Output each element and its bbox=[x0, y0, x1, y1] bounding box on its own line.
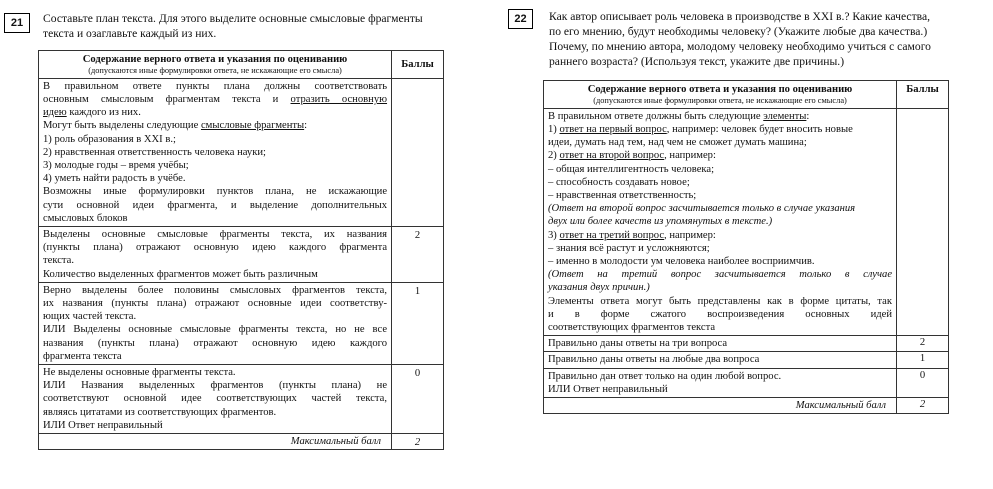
criterion-score: 0 bbox=[897, 368, 949, 397]
max-score-row bbox=[544, 397, 949, 413]
answer-content bbox=[544, 108, 897, 335]
content-header-title: Содержание верного ответа и указания по оцениванию bbox=[82, 54, 348, 65]
text-line: Количество выделенных фрагментов может быть различным bbox=[43, 268, 318, 280]
text-line: ющих частей текста. bbox=[43, 311, 137, 323]
text-line: названия (пункты плана) отражают основную идею каждого bbox=[43, 337, 388, 349]
text-part: 2) bbox=[548, 150, 560, 162]
max-score-value: 2 bbox=[392, 433, 444, 449]
task-22-rubric-table bbox=[543, 80, 949, 414]
italic-note: указания двух причин.) bbox=[548, 282, 650, 294]
criterion-row bbox=[39, 226, 444, 282]
text-line: сути основной идеи фрагмента, и выделение дополнительных bbox=[43, 199, 388, 211]
text-line: текста. bbox=[43, 255, 75, 267]
text-line bbox=[43, 93, 387, 106]
task-22-prompt-line: раннего возраста? (Используя текст, укажите две причины.) bbox=[549, 55, 845, 68]
text-line: Элементы ответа могут быть представлены как в форме цитаты, так bbox=[548, 295, 893, 307]
empty-score-cell bbox=[897, 108, 949, 335]
list-item: 4) уметь найти радость в учёбе. bbox=[43, 173, 186, 185]
underlined-text: элементы bbox=[763, 110, 807, 122]
criterion-row bbox=[39, 282, 444, 364]
criterion-text bbox=[39, 282, 392, 364]
table-header-row bbox=[39, 51, 444, 79]
text-part: : bbox=[304, 120, 308, 132]
criterion-text bbox=[39, 364, 392, 433]
criterion-row bbox=[544, 368, 949, 397]
score-header: Баллы bbox=[392, 51, 444, 79]
task-21-prompt-line: текста и озаглавьте каждый из них. bbox=[43, 27, 217, 40]
text-part: основным смысловым фрагментам текста и bbox=[43, 93, 291, 105]
italic-note: (Ответ на третий вопрос засчитывается только в случае bbox=[548, 269, 893, 281]
task-21-number: 21 bbox=[4, 13, 30, 33]
text-line: В правильном ответе пункты плана должны соответствовать bbox=[43, 80, 388, 92]
text-part: каждого из них. bbox=[66, 107, 141, 119]
list-item: – знания всё растут и усложняются; bbox=[548, 242, 710, 254]
text-line: соответствующих фрагментов текста bbox=[548, 321, 716, 333]
text-part: , например: человек будет вносить новые bbox=[666, 123, 853, 135]
text-part: , например: bbox=[664, 150, 716, 162]
underlined-text: ответ на второй вопрос bbox=[559, 150, 665, 162]
text-line: смысловых блоков bbox=[43, 212, 128, 224]
text-line: идеи, думать над тем, над чем не сможет думать машина; bbox=[548, 137, 807, 149]
text-line bbox=[43, 106, 387, 119]
text-line bbox=[548, 149, 892, 162]
italic-note: двух или более качеств из упомянутых в тексте.) bbox=[548, 216, 773, 228]
task-22-prompt-line: по его мнению, будут необходимы человеку? (Укажите любые два качества.) bbox=[549, 25, 928, 38]
text-line: Правильно даны ответы на любые два вопроса bbox=[548, 354, 760, 366]
task-21-prompt bbox=[43, 11, 453, 41]
criterion-row bbox=[544, 352, 949, 368]
task-22-prompt bbox=[549, 9, 989, 69]
underlined-text: смысловые фрагменты bbox=[200, 120, 305, 132]
content-header-note: (допускаются иные формулировки ответа, не искажающие его смысла) bbox=[88, 66, 342, 76]
empty-score-cell bbox=[392, 78, 444, 226]
list-item: – нравственная ответственность; bbox=[548, 189, 697, 201]
answer-content bbox=[39, 78, 392, 226]
criterion-score: 1 bbox=[392, 282, 444, 364]
underlined-text: идею bbox=[43, 107, 67, 119]
table-header-row bbox=[544, 81, 949, 109]
underlined-text: ответ на третий вопрос bbox=[559, 229, 665, 241]
criterion-text bbox=[544, 368, 897, 397]
list-item: – способность создавать новое; bbox=[548, 176, 690, 188]
text-line: Не выделены основные фрагменты текста. bbox=[43, 366, 236, 378]
text-line bbox=[548, 123, 892, 136]
task-21-prompt-line: Составьте план текста. Для этого выделите основные смысловые фрагменты bbox=[43, 12, 423, 25]
text-line: их названия (пункты плана) отражают основные идеи соответству- bbox=[43, 297, 388, 309]
text-line: Верно выделены более половины смысловых фрагментов текста, bbox=[43, 284, 388, 296]
task-21-rubric-table bbox=[38, 50, 444, 450]
list-item: 3) молодые годы – время учёбы; bbox=[43, 159, 189, 171]
text-line: фрагмента текста bbox=[43, 350, 122, 362]
max-score-label: Максимальный балл bbox=[544, 397, 897, 413]
criterion-score: 2 bbox=[392, 226, 444, 282]
text-line: соответствуют основной идее соответствующих частей текста, bbox=[43, 393, 388, 405]
underlined-text: отразить основную bbox=[290, 93, 388, 105]
criterion-score: 1 bbox=[897, 352, 949, 368]
criterion-text bbox=[544, 352, 897, 368]
text-line bbox=[548, 229, 892, 242]
task-22-number: 22 bbox=[508, 9, 533, 29]
criterion-row bbox=[39, 364, 444, 433]
text-line bbox=[548, 110, 892, 123]
list-item: – именно в молодости ум человека наиболее восприимчив. bbox=[548, 255, 815, 267]
max-score-label: Максимальный балл bbox=[39, 433, 392, 449]
criterion-text bbox=[39, 226, 392, 282]
max-score-row bbox=[39, 433, 444, 449]
text-line bbox=[43, 119, 387, 132]
text-part: : bbox=[806, 110, 810, 122]
text-line: ИЛИ Ответ неправильный bbox=[43, 419, 163, 431]
text-line: являясь цитатами из соответствующих фрагментов. bbox=[43, 406, 277, 418]
score-header: Баллы bbox=[897, 81, 949, 109]
italic-note: (Ответ на второй вопрос засчитывается только в случае указания bbox=[548, 203, 856, 215]
text-part: 1) bbox=[548, 123, 560, 135]
text-line: и в форме сжатого воспроизведения основных идей bbox=[548, 308, 893, 320]
task-22-prompt-line: Почему, по мнению автора, молодому человеку необходимо учиться с самого bbox=[549, 40, 931, 53]
text-line: Правильно дан ответ только на один любой вопрос. bbox=[548, 370, 782, 382]
criterion-text bbox=[544, 336, 897, 352]
text-part: Могут быть выделены следующие bbox=[43, 120, 201, 132]
list-item: 2) нравственная ответственность человека науки; bbox=[43, 146, 266, 158]
text-part: В правильном ответе должны быть следующие bbox=[548, 110, 764, 122]
text-line: Правильно даны ответы на три вопроса bbox=[548, 338, 728, 350]
criterion-score: 0 bbox=[392, 364, 444, 433]
answer-content-row bbox=[544, 108, 949, 335]
content-header-title: Содержание верного ответа и указания по оцениванию bbox=[587, 84, 853, 95]
criterion-row bbox=[544, 336, 949, 352]
underlined-text: ответ на первый вопрос bbox=[559, 123, 667, 135]
content-header-note: (допускаются иные формулировки ответа, не искажающие его смысла) bbox=[593, 96, 847, 106]
text-line: Возможны иные формулировки пунктов плана, не искажающие bbox=[43, 186, 388, 198]
content-header bbox=[39, 51, 392, 79]
list-item: 1) роль образования в XXI в.; bbox=[43, 133, 176, 145]
text-part: 3) bbox=[548, 229, 560, 241]
text-line: ИЛИ Названия выделенных фрагментов (пункты плана) не bbox=[43, 380, 388, 392]
text-part: , например: bbox=[664, 229, 716, 241]
text-line: ИЛИ Выделены основные смысловые фрагменты текста, но не все bbox=[43, 324, 388, 336]
text-line: (пункты плана) отражают основную идею каждого фрагмента bbox=[43, 242, 388, 254]
text-line: ИЛИ Ответ неправильный bbox=[548, 383, 668, 395]
answer-content-row bbox=[39, 78, 444, 226]
content-header bbox=[544, 81, 897, 109]
list-item: – общая интеллигентность человека; bbox=[548, 163, 715, 175]
criterion-score: 2 bbox=[897, 336, 949, 352]
max-score-value: 2 bbox=[897, 397, 949, 413]
task-22-prompt-line: Как автор описывает роль человека в производстве в XXI в.? Какие качества, bbox=[549, 10, 930, 23]
text-line: Выделены основные смысловые фрагменты текста, их названия bbox=[43, 228, 388, 240]
